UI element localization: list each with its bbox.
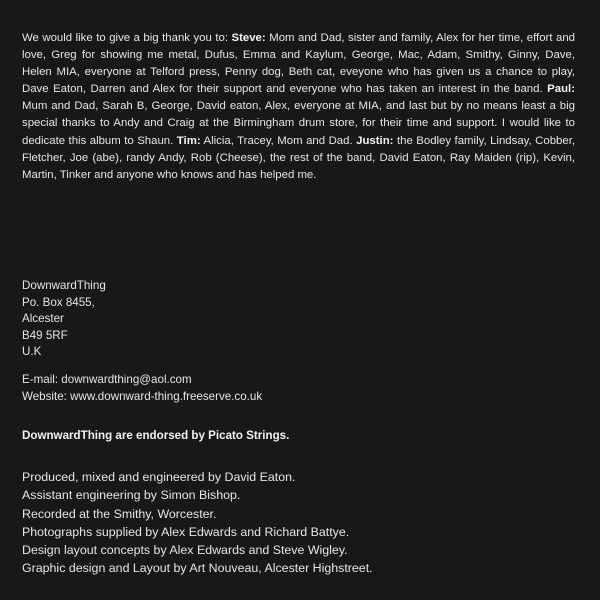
endorsement-line: DownwardThing are endorsed by Picato Strings. [22,429,290,442]
address-country: U.K [22,345,42,359]
thanks-intro: We would like to give a big thank you to: [22,32,228,44]
credit-line: Produced, mixed and engineered by David Eaton. [22,470,296,484]
email-line: E-mail: downwardthing@aol.com [22,373,192,386]
credit-line: Graphic design and Layout by Art Nouveau, Alcester Highstreet. [22,561,373,576]
paul-name: Paul: [547,83,575,96]
credit-line: Assistant engineering by Simon Bishop. [22,488,241,503]
website-line: Website: www.downward-thing.freeserve.co.uk [22,389,263,403]
steve-name: Steve: [231,32,266,44]
address-town: Alcester [22,312,64,326]
contact-info [22,372,262,405]
address-po-box: Po. Box 8455, [22,295,95,309]
justin-thanks: the Bodley family, Lindsay, Cobber, Fletcher, Joe (abe), randy Andy, Rob (Cheese), the rest of the band, David Eaton, Ray Maiden (rip), Kevin, Martin, Tinker and anyone who knows and has helped me. [22,134,576,181]
postal-address [22,278,106,361]
credit-line: Photographs supplied by Alex Edwards and Richard Battye. [22,524,350,539]
tim-name: Tim: [176,134,201,147]
justin-name: Justin: [356,134,394,147]
address-postcode: B49 5RF [22,328,68,342]
credit-line: Recorded at the Smithy, Worcester. [22,506,217,521]
tim-thanks: Alicia, Tracey, Mom and Dad. [203,134,353,147]
steve-thanks: Mom and Dad, sister and family, Alex for her time, effort and love, Greg for showing me metal, Dufus, Emma and Kaylum, George, Mac, Adam, Smithy, Ginny, Dave, Helen MIA, everyone at Telford press, Penny dog, Beth cat, eveyone who has given us a chance to play, Dave Eaton, Darren and Alex for their support and everyone who has taken an interest in the band. [22,32,576,96]
address-band-name: DownwardThing [22,279,106,292]
credit-line: Design layout concepts by Alex Edwards and Steve Wigley. [22,543,348,558]
paul-thanks: Mum and Dad, Sarah B, George, David eaton, Alex, everyone at MIA, and last but by no means least a big special thanks to Andy and Craig at the Birmingham drum store, for their time and support. I would like to dedicate this album to Shaun. [22,100,575,147]
production-credits [22,468,373,578]
thank-you-paragraph [22,30,575,184]
